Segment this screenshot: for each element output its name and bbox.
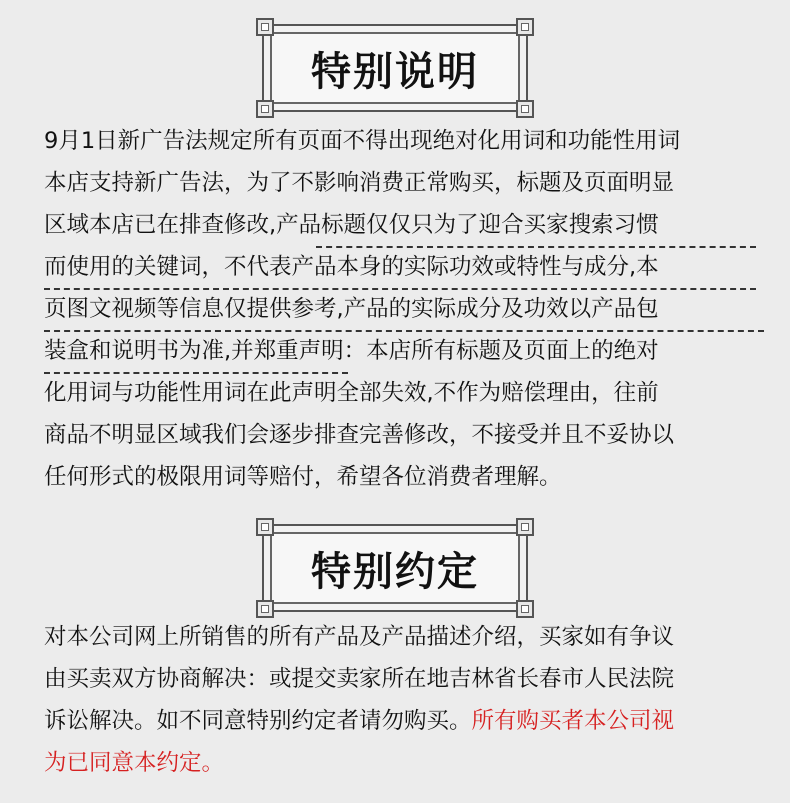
agreement-highlight: 所有购买者本公司视 [471, 708, 675, 734]
paragraph-line: 任何形式的极限用词等赔付，希望各位消费者理解。 [44, 464, 562, 490]
section1-title-box [262, 24, 528, 112]
agreement-highlight: 为已同意本约定。 [44, 750, 225, 776]
dashed-underline [316, 246, 756, 248]
dashed-underline [44, 330, 764, 332]
dashed-underline [44, 372, 348, 374]
paragraph-line [44, 700, 764, 742]
paragraph-line: 页图文视频等信息仅提供参考,产品的实际成分及功效以产品包 [44, 296, 659, 322]
agreement-text: 诉讼解决。如不同意特别约定者请勿购买。 [44, 708, 472, 734]
paragraph-line: 而使用的关键词，不代表产品本身的实际功效或特性与成分,本 [44, 254, 659, 280]
section1-title: 特别说明 [311, 48, 479, 95]
paragraph-line: 由买卖双方协商解决：或提交卖家所在地吉林省长春市人民法院 [44, 666, 675, 692]
section1-paragraph [44, 120, 764, 498]
section2-title-box [262, 524, 528, 612]
paragraph-line: 9月1日新广告法规定所有页面不得出现绝对化用词和功能性用词 [44, 128, 681, 154]
section2-title: 特别约定 [311, 548, 479, 595]
paragraph-line: 区域本店已在排查修改,产品标题仅仅只为了迎合买家搜索习惯 [44, 212, 659, 238]
paragraph-line: 装盒和说明书为准,并郑重声明：本店所有标题及页面上的绝对 [44, 338, 659, 364]
dashed-underline [44, 288, 756, 290]
paragraph-line: 化用词与功能性用词在此声明全部失效,不作为赔偿理由，往前 [44, 380, 659, 406]
paragraph-line: 对本公司网上所销售的所有产品及产品描述介绍，买家如有争议 [44, 624, 675, 650]
paragraph-line: 本店支持新广告法，为了不影响消费正常购买，标题及页面明显 [44, 170, 675, 196]
section2-paragraph [44, 616, 764, 784]
paragraph-line: 商品不明显区域我们会逐步排查完善修改，不接受并且不妥协以 [44, 422, 675, 448]
